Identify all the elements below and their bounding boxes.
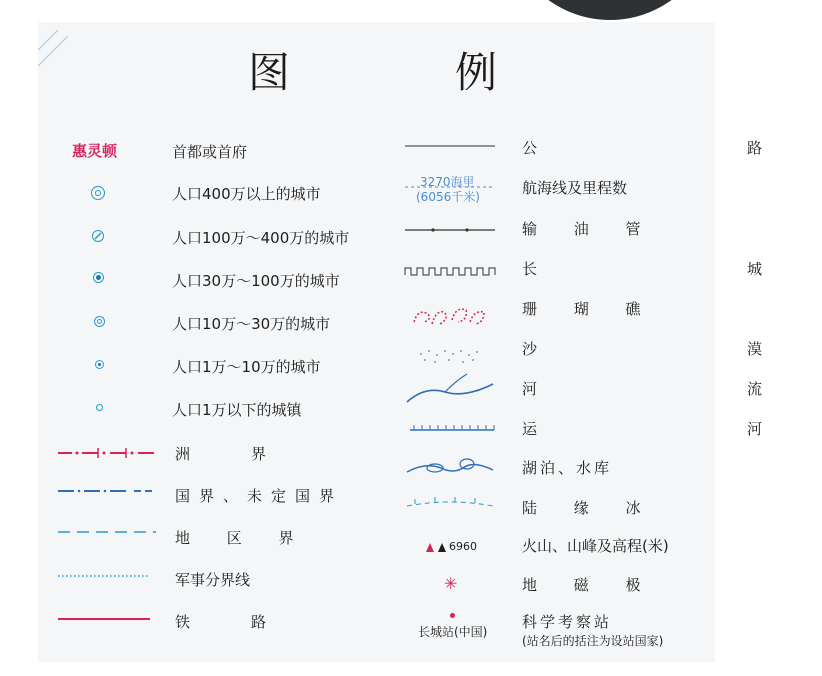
station-note: (站名后的括注为设站国家) [522,634,664,648]
legend-label-city-300k: 人口30万～100万的城市 [172,272,340,290]
canal-icon [410,422,496,432]
great-wall-icon [405,264,497,278]
lake-reservoir-icon [405,454,497,478]
sea-route-distance: 3270海里 [420,175,475,189]
sea-route-km: (6056千米) [416,190,480,204]
legend-label-coral-reef: 珊 瑚 礁 [522,300,657,318]
region-boundary-icon [58,527,158,537]
railway-icon [58,614,158,624]
peak-elevation: 6960 [449,540,477,553]
legend-label-city-10k: 人口1万～10万的城市 [172,358,321,376]
legend-label-national-boundary: 国界、未定国界 [175,487,344,505]
legend-label-continent-boundary: 洲 界 [175,445,271,463]
legend-label-military: 军事分界线 [175,571,251,589]
legend-label-desert: 沙 漠 [522,340,822,358]
legend-label-city-100k: 人口10万～30万的城市 [172,315,331,333]
legend-label-railway: 铁 路 [175,613,271,631]
legend-label-river: 河 流 [522,380,822,398]
coral-reef-icon [410,302,490,328]
legend-label-ice-shelf: 陆 缘 冰 [522,499,657,517]
city-300k-icon [93,272,104,283]
station-example: 长城站(中国) [418,625,488,639]
legend-label-research-station: 科学考察站 [522,613,613,631]
legend-label-region-boundary: 地 区 界 [175,529,310,547]
legend-label-lake: 湖泊、水库 [522,459,613,477]
legend-label-sea-route: 航海线及里程数 [522,179,628,197]
magnetic-pole-icon: ✳ [444,574,458,593]
legend-label-canal: 运 河 [522,420,822,438]
dark-corner-shape [505,0,715,20]
national-boundary-icon [58,485,158,497]
legend-label-city-4m: 人口400万以上的城市 [172,185,321,203]
city-1m-icon [92,230,104,242]
continent-boundary-icon [58,446,158,460]
highway-icon [405,143,497,149]
legend-label-town: 人口1万以下的城镇 [172,401,302,419]
legend-label-city-1m: 人口100万～400万的城市 [172,229,350,247]
legend-label-oil-pipeline: 输 油 管 [522,220,657,238]
legend-label-great-wall: 长 城 [522,260,822,278]
oil-pipeline-icon [405,225,497,235]
legend-label-highway: 公 路 [522,139,822,157]
capital-example: 惠灵顿 [72,142,118,160]
legend-label-volcano-peak: 火山、山峰及高程(米) [522,537,669,555]
town-icon [96,404,103,411]
ice-shelf-icon [405,494,497,510]
river-icon [405,372,497,406]
title-left-char: 图 [248,48,291,97]
title-right-char: 例 [455,48,498,97]
city-10k-icon [95,360,104,369]
research-station-icon [450,613,455,618]
legend-label-capital: 首都或首府 [172,143,248,161]
legend-label-magnetic-pole: 地 磁 极 [522,576,657,594]
corner-decoration [38,22,98,82]
desert-icon [415,346,490,366]
city-100k-icon [94,316,105,327]
volcano-peak-icon [423,540,447,554]
military-demarcation-icon [58,571,158,581]
city-4m-icon [91,186,105,200]
